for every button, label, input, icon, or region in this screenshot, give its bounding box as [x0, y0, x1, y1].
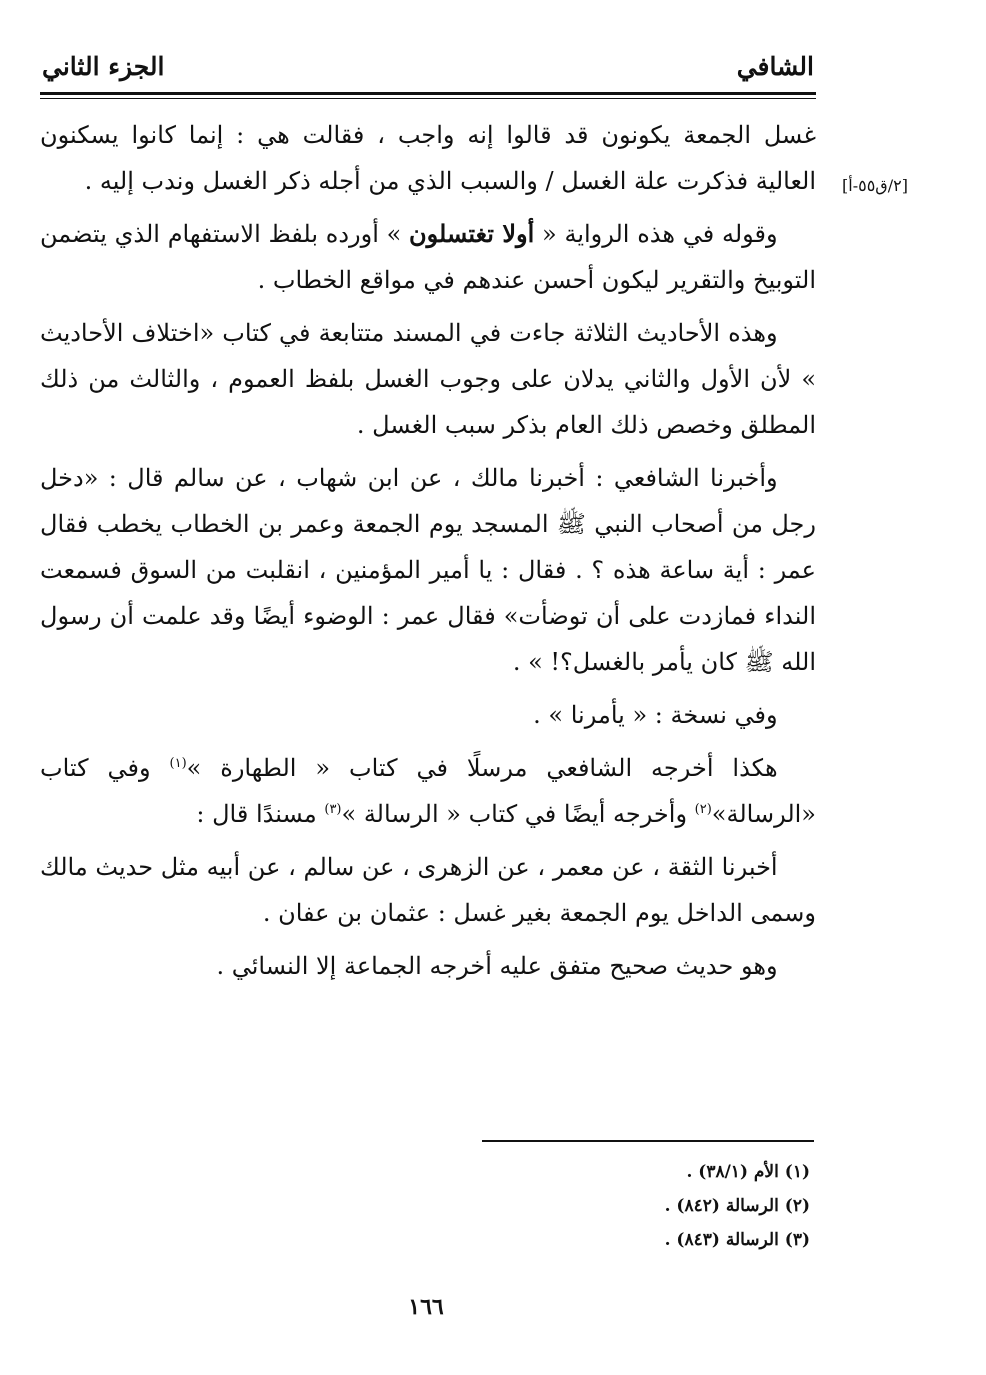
paragraph-6-part-a: هكذا أخرجه الشافعي مرسلًا في كتاب « الطهارة » — [186, 754, 778, 782]
header-volume-title: الجزء الثاني — [42, 52, 165, 81]
paragraph-2-start: وقوله في هذه الرواية « — [534, 220, 778, 248]
footnote-separator — [482, 1140, 814, 1142]
footnote-ref-2: (٢) — [694, 802, 712, 817]
footnote-1: (١) الأم (٣٨/١) . — [686, 1162, 810, 1182]
paragraph-6-part-c: وأخرجه أيضًا في كتاب « الرسالة » — [341, 800, 695, 828]
footnote-3: (٣) الرسالة (٨٤٣) . — [664, 1230, 810, 1250]
margin-manuscript-ref: [٢/ق٥٥-أ] — [842, 176, 908, 195]
page-number: ١٦٦ — [408, 1294, 444, 1320]
paragraph-8: وهو حديث صحيح متفق عليه أخرجه الجماعة إلا النسائي . — [216, 952, 778, 980]
paragraph-2-end: » أورده بلفظ الاستفهام الذي يتضمن التوبيخ والتقرير ليكون أحسن عندهم في مواقع الخطاب . — [40, 220, 816, 294]
paragraph-6 — [40, 745, 816, 837]
paragraph-3: وهذه الأحاديث الثلاثة جاءت في المسند متتابعة في كتاب «اختلاف الأحاديث » لأن الأول والثاني يدلان على وجوب الغسل بلفظ العموم ، والثالث من ذلك المطلق وخصص ذلك العام بذكر سبب الغسل . — [40, 319, 816, 439]
header-book-title: الشافي — [736, 52, 814, 81]
footnotes — [480, 1155, 810, 1257]
footnote-2: (٢) الرسالة (٨٤٢) . — [664, 1196, 810, 1216]
footnote-ref-3: (٣) — [324, 802, 342, 817]
paragraph-5: وفي نسخة : « يأمرنا » . — [533, 701, 778, 729]
quoted-phrase: أولا تغتسلون — [409, 219, 535, 248]
main-text — [40, 112, 816, 996]
paragraph-1: غسل الجمعة يكونون قد قالوا إنه واجب ، فقالت هي : إنما كانوا يسكنون العالية فذكرت علة الغسل / والسبب الذي من أجله ذكر الغسل وندب إليه . — [40, 121, 816, 195]
header-rule-thick — [40, 92, 816, 95]
paragraph-4: وأخبرنا الشافعي : أخبرنا مالك ، عن ابن شهاب ، عن سالم قال : «دخل رجل من أصحاب النبي ﷺ المسجد يوم الجمعة وعمر بن الخطاب يخطب فقال عمر : أية ساعة هذه ؟ . فقال : يا أمير المؤمنين ، انقلبت من السوق فسمعت النداء فمازدت على أن توضأت» فقال عمر : الوضوء أيضًا وقد علمت أن رسول الله ﷺ كان يأمر بالغسل؟! » . — [40, 464, 816, 676]
paragraph-6-part-d: مسندًا قال : — [196, 800, 325, 828]
paragraph-6-part-b: وفي كتاب «الرسالة» — [40, 754, 816, 828]
footnote-ref-1: (١) — [169, 756, 187, 771]
paragraph-2 — [40, 211, 816, 303]
paragraph-7: أخبرنا الثقة ، عن معمر ، عن الزهرى ، عن سالم ، عن أبيه مثل حديث مالك وسمى الداخل يوم الجمعة بغير غسل : عثمان بن عفان . — [40, 853, 816, 927]
header-rule-thin — [40, 98, 816, 99]
